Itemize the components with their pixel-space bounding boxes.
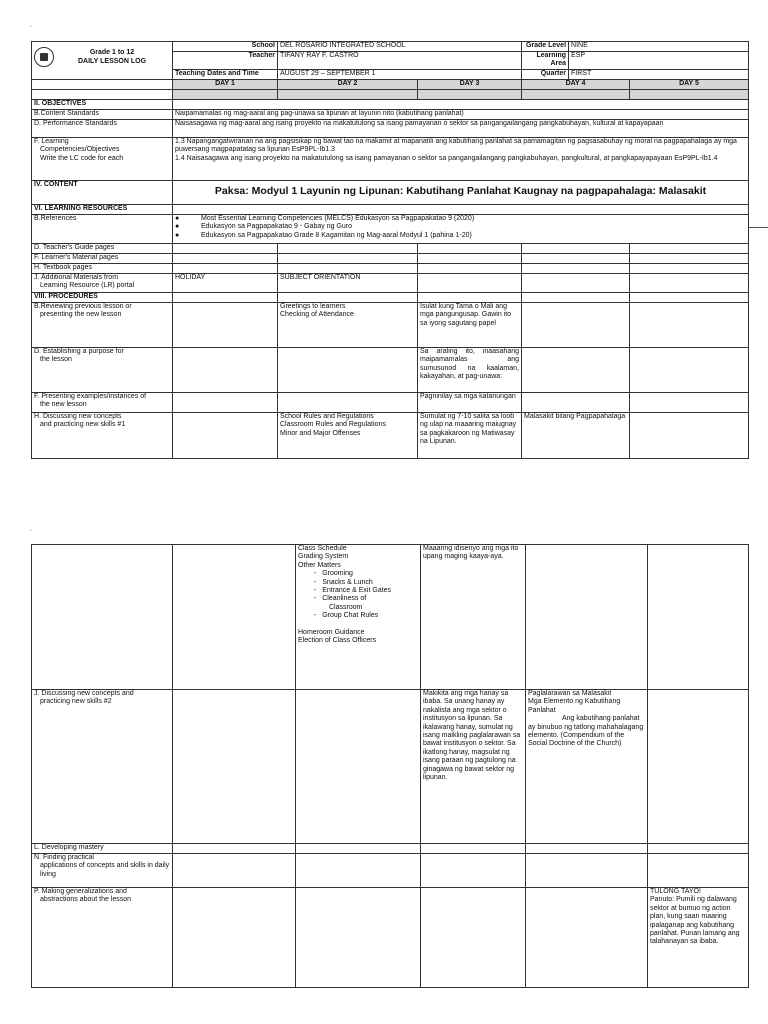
additional-materials-label: J. Additional Materials from Learning Resource (LR) portal <box>32 273 173 292</box>
grade-level-label: Grade Level <box>522 42 569 52</box>
teachers-guide-label: D. Teacher's Guide pages <box>32 243 173 253</box>
discussing-1-day-4: Malasakit bilang Pagpapahalaga <box>522 412 630 458</box>
lesson-log-page-1 <box>0 0 768 500</box>
orientation-topics-day-2: Class Schedule Grading System Other Matters - Grooming - Snacks & Lunch - Entrance & Exit Gates - Cleanliness of Classroom - Group Chat Rules Homeroom Guidance Election of Class Officers <box>296 545 421 690</box>
daily-lesson-log-table-continued <box>31 544 749 988</box>
discussing-2-label: J. Discussing new concepts and practicing new skills #2 <box>32 690 173 844</box>
discussing-1-day-2: School Rules and Regulations Classroom Rules and Regulations Minor and Major Offenses <box>278 412 418 458</box>
lesson-log-page-2 <box>0 528 768 1024</box>
mastery-label: L. Developing mastery <box>32 844 173 854</box>
day-5-header: DAY 5 <box>630 79 749 89</box>
performance-standards-label: D. Performance Standards <box>32 119 173 137</box>
list-item-continued: Classroom <box>329 603 363 611</box>
purpose-day-3: Sa araling ito, inaasahang maipamamalas ang sumusunod na kaalaman, kakayahan, at pag-unawa: <box>418 347 522 392</box>
generalization-label: P. Making generalizations and abstractions about the lesson <box>32 888 173 988</box>
school-value: DEL ROSARIO INTEGRATED SCHOOL <box>278 42 522 52</box>
performance-standards-text: Naisasagawa ng mag-aaral ang isang proyekto na makatutulong sa isang pamayanan o sektor sa pangangailangang pangkabuhayan, kultural at kapayapaan <box>173 119 749 137</box>
day-header-blank <box>32 79 173 89</box>
reference-item: ● Edukasyon sa Pagpapakatao 9 - Gabay ng Guro <box>175 223 352 231</box>
discussing-2-day-4: Paglalarawan sa Malasakit Mga Elemento ng Kabutihang Panlahat Ang kabutihang panlahat ay binubuo ng tatlong mahahalagang elemento. (Compendium of the Social Doctrine of the Church) <box>526 690 648 844</box>
scan-mark-top: ` <box>30 26 33 33</box>
textbook-label: H. Textbook pages <box>32 263 173 273</box>
presenting-label: F. Presenting examples/instances of the new lesson <box>32 392 173 412</box>
reviewing-day-2: Greetings to learners Checking of Attendance <box>278 302 418 347</box>
dates-label: Teaching Dates and Time <box>173 69 278 79</box>
discussing-2-day-3: Makikita ang mga hanay sa ibaba. Sa unang hanay ay nakalista ang mga sektor o institusyon sa lipunan. Sa ikalawang hanay, sumulat ng isang maikling paglalarawan sa bawat institusyon o sektor. Sa ikatlong hanay, magsulat ng isang paraan ng pagtulong na ginagawa ng bawat sektor ng lipunan. <box>421 690 526 844</box>
list-item: - Group Chat Rules <box>314 612 379 620</box>
references-label: B.References <box>32 214 173 243</box>
reviewing-label: B.Reviewing previous lesson or presenting the new lesson <box>32 302 173 347</box>
list-item: - Cleanliness of <box>314 595 367 603</box>
school-label: School <box>173 42 278 52</box>
day-2-orientation: SUBJECT ORIENTATION <box>278 273 418 292</box>
practical-label: N. Finding practical applications of concepts and skills in daily living <box>32 854 173 888</box>
discussing-1-label: H. Discussing new concepts and practicing new skills #1 <box>32 412 173 458</box>
references-list <box>173 214 749 243</box>
scan-mark-mid: ` <box>30 530 33 537</box>
learners-material-label: F. Learner's Material pages <box>32 253 173 263</box>
presenting-day-3: Pagninilay sa mga katanungan <box>418 392 522 412</box>
continued-day-3: Maaaring idisenyo ang mga ito upang maging kaaya-aya. <box>421 545 526 690</box>
quarter-value: FIRST <box>569 69 749 79</box>
grade-level-value: NINE <box>569 42 749 52</box>
content-standards-label: B.Content Standards <box>32 109 173 119</box>
reference-item: ● Edukasyon sa Pagpapakatao Grade 8 Kagamitan ng Mag-aaral Modyul 1 (pahina 1-20) <box>175 231 472 239</box>
day-3-header: DAY 3 <box>418 79 522 89</box>
quarter-label: Quarter <box>522 69 569 79</box>
day-4-header: DAY 4 <box>522 79 630 89</box>
list-item: - Snacks & Lunch <box>314 578 373 586</box>
learning-area-label: Learning Area <box>522 52 569 70</box>
lesson-topic: Paksa: Modyul 1 Layunin ng Lipunan: Kabutihang Panlahat Kaugnay na pagpapahalaga: Malasakit <box>173 180 749 204</box>
learning-area-value: ESP <box>569 52 749 70</box>
discussing-1-day-3: Sumulat ng 7-10 salita sa loob ng ulap na maaaring maiugnay sa pagkakaroon ng Matiwasay na Lipunan. <box>418 412 522 458</box>
generalization-day-5: TULONG TAYO! Panuto: Pumili ng dalawang sektor at bumuo ng action plan, kung saan maaring ipalaganap ang kabutihang panlahat. Punan lamang ang talahanayan sa ibaba. <box>648 888 749 988</box>
teacher-value: TIFANY RAY F. CASTRO <box>278 52 522 70</box>
list-item: - Entrance & Exit Gates <box>314 587 392 595</box>
deped-seal-icon <box>34 47 54 67</box>
day-1-header: DAY 1 <box>173 79 278 89</box>
daily-lesson-log-table <box>31 41 749 459</box>
day-2-header: DAY 2 <box>278 79 418 89</box>
list-item: - Grooming <box>314 570 353 578</box>
grade-range: Grade 1 to 12 <box>89 48 135 56</box>
reviewing-day-3: Isulat kung Tama o Mali ang mga pangungusap. Gawin ito sa iyong sagutang papel <box>418 302 522 347</box>
day-1-holiday: HOLIDAY <box>173 273 278 292</box>
stray-line <box>748 227 768 228</box>
reference-item: ● Most Essential Learning Competencies (MELCS) Edukasyon sa Pagpapakatao 9 (2020) <box>175 214 475 222</box>
teacher-label: Teacher <box>173 52 278 70</box>
dates-value: AUGUST 29 – SEPTEMBER 1 <box>278 69 522 79</box>
content-standards-text: Naipamamalas ng mag-aaral ang pag-unawa sa lipunan at layunin nito (kabutihang panlahat) <box>173 109 749 119</box>
objectives-heading: II. OBJECTIVES <box>32 99 173 109</box>
competencies-label: F. Learning Competencies/Objectives Write the LC code for each <box>32 137 173 180</box>
resources-heading: VI. LEARNING RESOURCES <box>32 204 173 214</box>
purpose-label: D. Establishing a purpose for the lesson <box>32 347 173 392</box>
competencies-text: 1.3 Napangangatwiranan na ang pagsisikap ng bawat tao na makamit at mapanatili ang kabutihang panlahat sa pamamagitan ng pagsasabuhay ng moral na pagpapahalaga ay mga puwersang magpapatatag sa lipunan EsP9PL-Ib1.3 1.4 Naisasagawa ang isang proyekto na makatutulong sa isang pamayanan o sektor sa pangangailangang pangkabuhayan, pangkultural, at pangkapayapayaan EsP9PL-Ib1.4 <box>173 137 749 180</box>
procedures-heading: VIII. PROCEDURES <box>32 292 173 302</box>
log-title: DAILY LESSON LOG <box>77 57 147 65</box>
content-label: IV. CONTENT <box>32 180 173 204</box>
header-title-cell <box>32 42 173 80</box>
